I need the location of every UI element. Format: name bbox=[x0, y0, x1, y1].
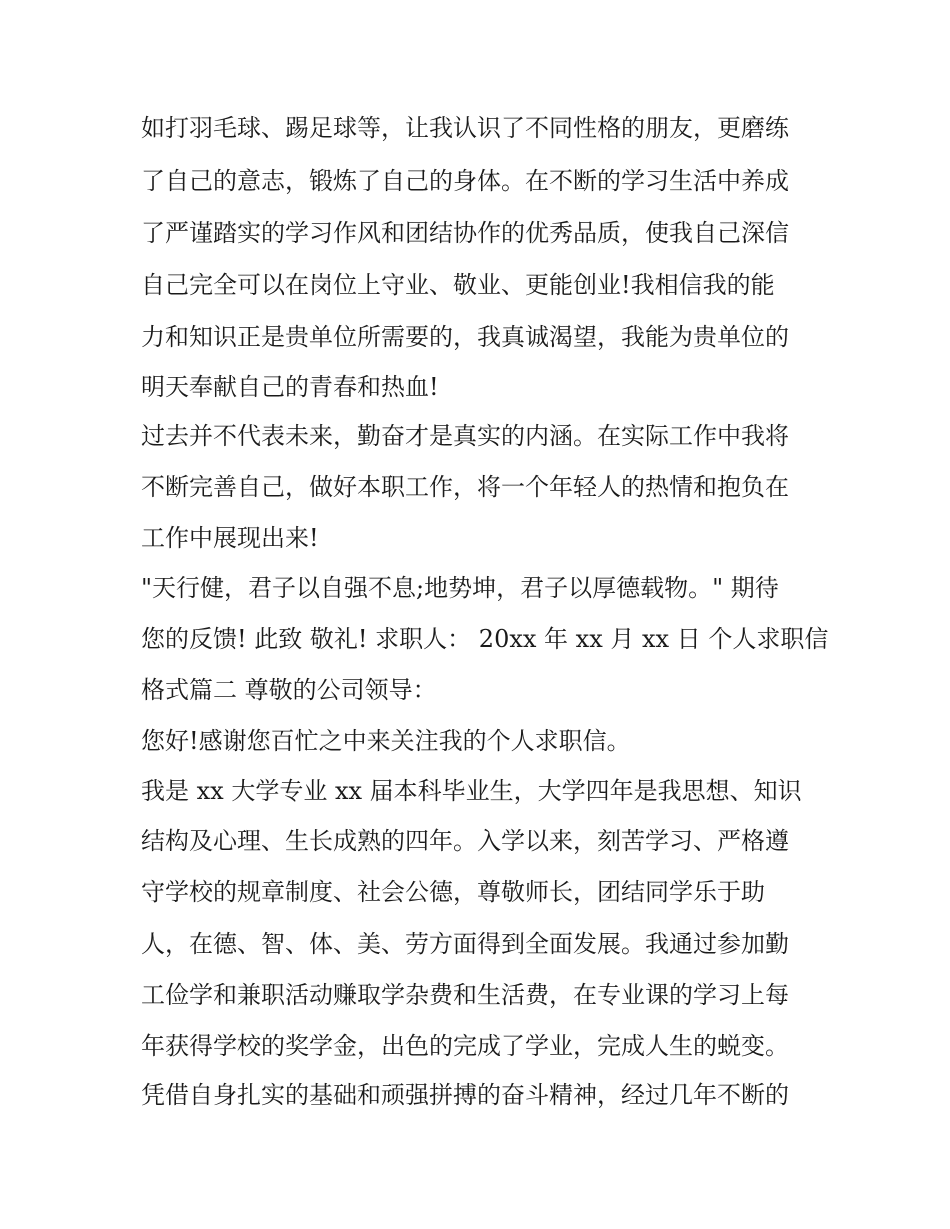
text-line: 人，在德、智、体、美、劳方面得到全面发展。我通过参加勤 bbox=[141, 930, 789, 958]
text-line: 了严谨踏实的学习作风和团结协作的优秀品质，使我自己深信 bbox=[141, 219, 789, 247]
text-line: 格式篇二 尊敬的公司领导： bbox=[141, 676, 437, 704]
text-line: "天行健，君子以自强不息;地势坤，君子以厚德载物。" 期待 bbox=[141, 574, 779, 602]
text-line: 您好!感谢您百忙之中来关注我的个人求职信。 bbox=[141, 727, 631, 755]
text-line: 过去并不代表未来，勤奋才是真实的内涵。在实际工作中我将 bbox=[141, 422, 789, 450]
text-line: 了自己的意志，锻炼了自己的身体。在不断的学习生活中养成 bbox=[141, 167, 789, 195]
text-line: 工俭学和兼职活动赚取学杂费和生活费，在专业课的学习上每 bbox=[141, 981, 789, 1009]
text-line: 如打羽毛球、踢足球等，让我认识了不同性格的朋友，更磨练 bbox=[141, 114, 789, 142]
text-line: 守学校的规章制度、社会公德，尊敬师长，团结同学乐于助 bbox=[141, 878, 765, 906]
text-line: 明天奉献自己的青春和热血! bbox=[141, 373, 439, 401]
text-line: 我是 xx 大学专业 xx 届本科毕业生，大学四年是我思想、知识 bbox=[141, 777, 802, 805]
text-line: 工作中展现出来! bbox=[141, 524, 319, 552]
text-line: 力和知识正是贵单位所需要的，我真诚渴望，我能为贵单位的 bbox=[141, 323, 789, 351]
text-line: 不断完善自己，做好本职工作，将一个年轻人的热情和抱负在 bbox=[141, 473, 789, 501]
text-line: 结构及心理、生长成熟的四年。入学以来，刻苦学习、严格遵 bbox=[141, 827, 789, 855]
text-line: 您的反馈! 此致 敬礼! 求职人： 20xx 年 xx 月 xx 日 个人求职信 bbox=[141, 625, 829, 653]
text-line: 年获得学校的奖学金，出色的完成了学业，完成人生的蜕变。 bbox=[141, 1032, 789, 1060]
text-line: 凭借自身扎实的基础和顽强拼搏的奋斗精神，经过几年不断的 bbox=[141, 1081, 789, 1109]
text-line: 自己完全可以在岗位上守业、敬业、更能创业!我相信我的能 bbox=[141, 271, 775, 299]
